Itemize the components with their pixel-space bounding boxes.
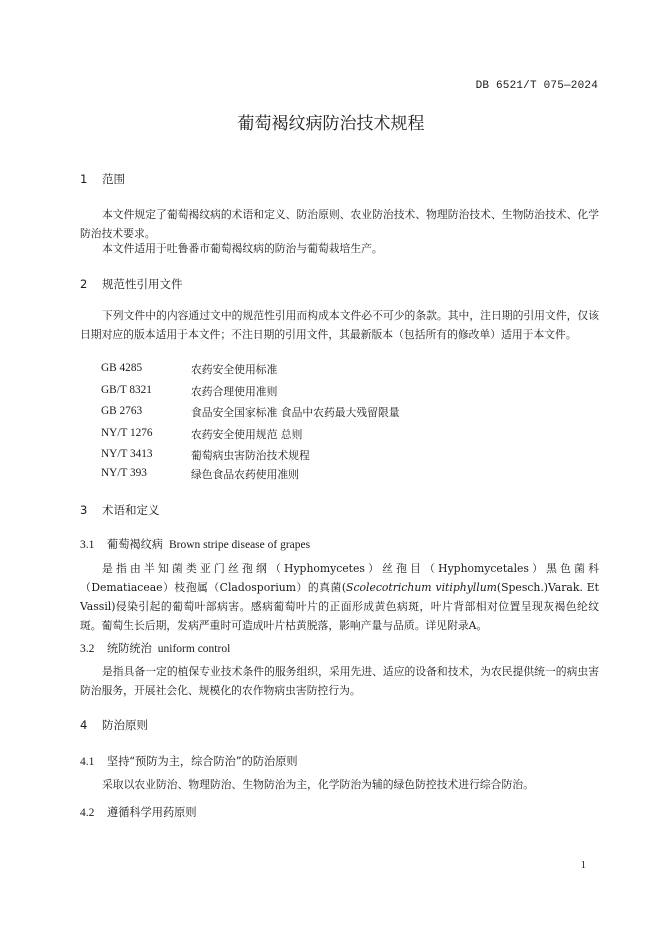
subsection-number: 3.1 (80, 539, 95, 551)
section-title: 规范性引用文件 (102, 277, 183, 291)
subsection-title: 坚持“预防为主，综合防治”的防治原则 (107, 755, 298, 768)
term-title: 葡萄褐纹病 (107, 538, 163, 551)
section-heading-1 (80, 171, 125, 187)
subsection-number: 4.1 (80, 756, 95, 768)
term-title: 统防统治 (107, 642, 152, 655)
reference-name: 农药安全使用标准 (191, 363, 278, 376)
reference-code: GB/T 8321 (101, 384, 152, 396)
reference-code: NY/T 393 (101, 467, 147, 479)
subsection-heading-4-1 (80, 753, 298, 769)
section-number: 1 (80, 172, 88, 186)
page-number: 1 (580, 860, 586, 871)
section-title: 术语和定义 (102, 503, 160, 517)
paragraph-definition-3-1 (80, 559, 599, 635)
subsection-number: 3.2 (80, 643, 95, 655)
paragraph-4-1: 采取以农业防治、物理防治、生物防治为主，化学防治为辅的绿色防控技术进行综合防治。 (102, 778, 534, 791)
section-number: 3 (80, 503, 88, 517)
section-number: 4 (80, 718, 88, 732)
section-number: 2 (80, 277, 88, 291)
subsection-title: 遵循科学用药原则 (107, 806, 197, 819)
definition-text-part-2: (Spesch.)Varak. Et Vassil)侵染引起的葡萄叶部病害。感病葡萄叶片的正面形成黄色病斑，叶片背部相对位置呈现灰褐色纶纹斑。葡萄生长后期，发病严重时可造成叶片枯黄脱落，影响产量与品质。详见附录A。 (80, 581, 599, 632)
reference-name: 葡萄病虫害防治技术规程 (191, 449, 310, 462)
reference-code: NY/T 3413 (101, 448, 153, 460)
term-english: uniform control (157, 643, 231, 655)
document-number: DB 6521/T 075—2024 (475, 80, 598, 92)
document-title: 葡萄褐纹病防治技术规程 (237, 114, 425, 134)
section-heading-3 (80, 502, 160, 518)
paragraph-scope-2: 本文件适用于吐鲁番市葡萄褐纹病的防治与葡萄栽培生产。 (102, 242, 383, 255)
subsection-heading-3-1 (80, 536, 310, 552)
reference-code: GB 4285 (101, 362, 143, 374)
paragraph-scope-1: 本文件规定了葡萄褐纹病的术语和定义、防治原则、农业防治技术、物理防治技术、生物防治技术、化学防治技术要求。 (80, 208, 599, 240)
section-title: 防治原则 (102, 718, 148, 732)
reference-name: 农药安全使用规范 总则 (191, 428, 303, 441)
section-heading-4 (80, 717, 148, 733)
paragraph-refs-intro: 下列文件中的内容通过文中的规范性引用而构成本文件必不可少的条款。其中，注日期的引用文件，仅该日期对应的版本适用于本文件；不注日期的引用文件，其最新版本（包括所有的修改单）适用于本文件。 (80, 309, 599, 341)
reference-name: 农药合理使用准则 (191, 385, 278, 398)
reference-name: 绿色食品农药使用准则 (191, 468, 299, 481)
paragraph-definition-3-2: 是指具备一定的植保专业技术条件的服务组织，采用先进、适应的设备和技术，为农民提供统一的病虫害防治服务，开展社会化、规模化的农作物病虫害防控行为。 (80, 665, 599, 697)
section-heading-2 (80, 276, 183, 292)
term-english: Brown stripe disease of grapes (168, 539, 311, 551)
reference-code: GB 2763 (101, 405, 143, 417)
species-name: Scolecotrichum vitiphyllum (346, 581, 497, 594)
reference-code: NY/T 1276 (101, 427, 153, 439)
definition-text-part-1: 是指由半知菌类亚门丝孢纲（Hyphomycetes）丝孢目（Hyphomycetales）黑色菌科（Dematiaceae）枝孢属（Cladosporium）的真菌( (80, 562, 599, 594)
subsection-heading-4-2 (80, 804, 197, 820)
section-title: 范围 (102, 172, 125, 186)
subsection-heading-3-2 (80, 640, 230, 656)
reference-name: 食品安全国家标准 食品中农药最大残留限量 (191, 406, 400, 419)
subsection-number: 4.2 (80, 807, 95, 819)
